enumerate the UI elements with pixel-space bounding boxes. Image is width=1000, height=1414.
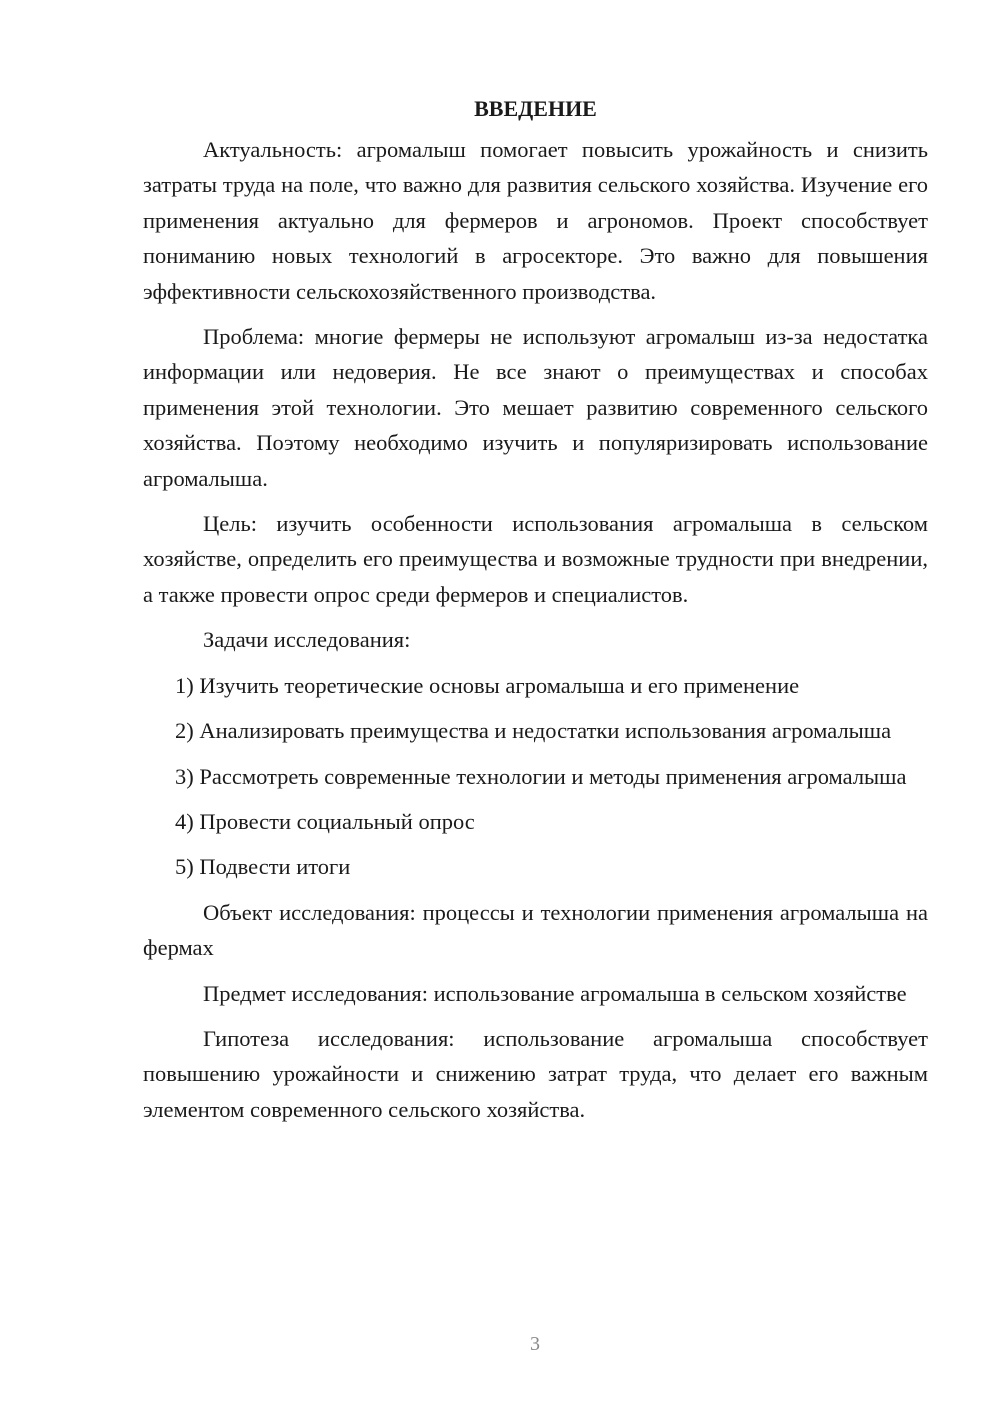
task-item-2: 2) Анализировать преимущества и недостатки использования агромалыша [175,718,892,744]
paragraph-relevance: Актуальность: агромалыш помогает повысить урожайность и снизить затраты труда на поле, что важно для развития сельского хозяйства. Изучение его применения актуально для фермеров и агрономов. Проект способствует пониманию новых технологий в агросекторе. Это важно для повышения эффективности сельскохозяйственного производства. [143,137,928,304]
page-number: 3 [530,1333,540,1355]
task-item-1: 1) Изучить теоретические основы агромалыша и его применение [175,672,800,698]
paragraph-goal: Цель: изучить особенности использования агромалыша в сельском хозяйстве, определить его преимущества и возможные трудности при внедрении, а также провести опрос среди фермеров и специалистов. [143,511,928,607]
task-item-5: 5) Подвести итоги [175,854,351,880]
paragraph-object: Объект исследования: процессы и технологии применения агромалыша на фермах [143,899,928,961]
paragraph-hypothesis: Гипотеза исследования: использование агромалыша способствует повышению урожайности и снижению затрат труда, что делает его важным элементом современного сельского хозяйства. [143,1025,928,1122]
paragraph-problem: Проблема: многие фермеры не используют агромалыш из-за недостатка информации или недоверия. Не все знают о преимуществах и способах применения этой технологии. Это мешает развитию современного сельского хозяйства. Поэтому необходимо изучить и популяризировать использование агромалыша. [143,324,928,491]
document-page [143,92,928,1137]
task-item-3: 3) Рассмотреть современные технологии и методы применения агромалыша [175,763,907,789]
paragraph-subject: Предмет исследования: использование агромалыша в сельском хозяйстве [203,980,907,1006]
task-item-4: 4) Провести социальный опрос [175,808,475,834]
page-title: ВВЕДЕНИЕ [474,96,597,121]
paragraph-tasks-heading: Задачи исследования: [203,627,411,653]
